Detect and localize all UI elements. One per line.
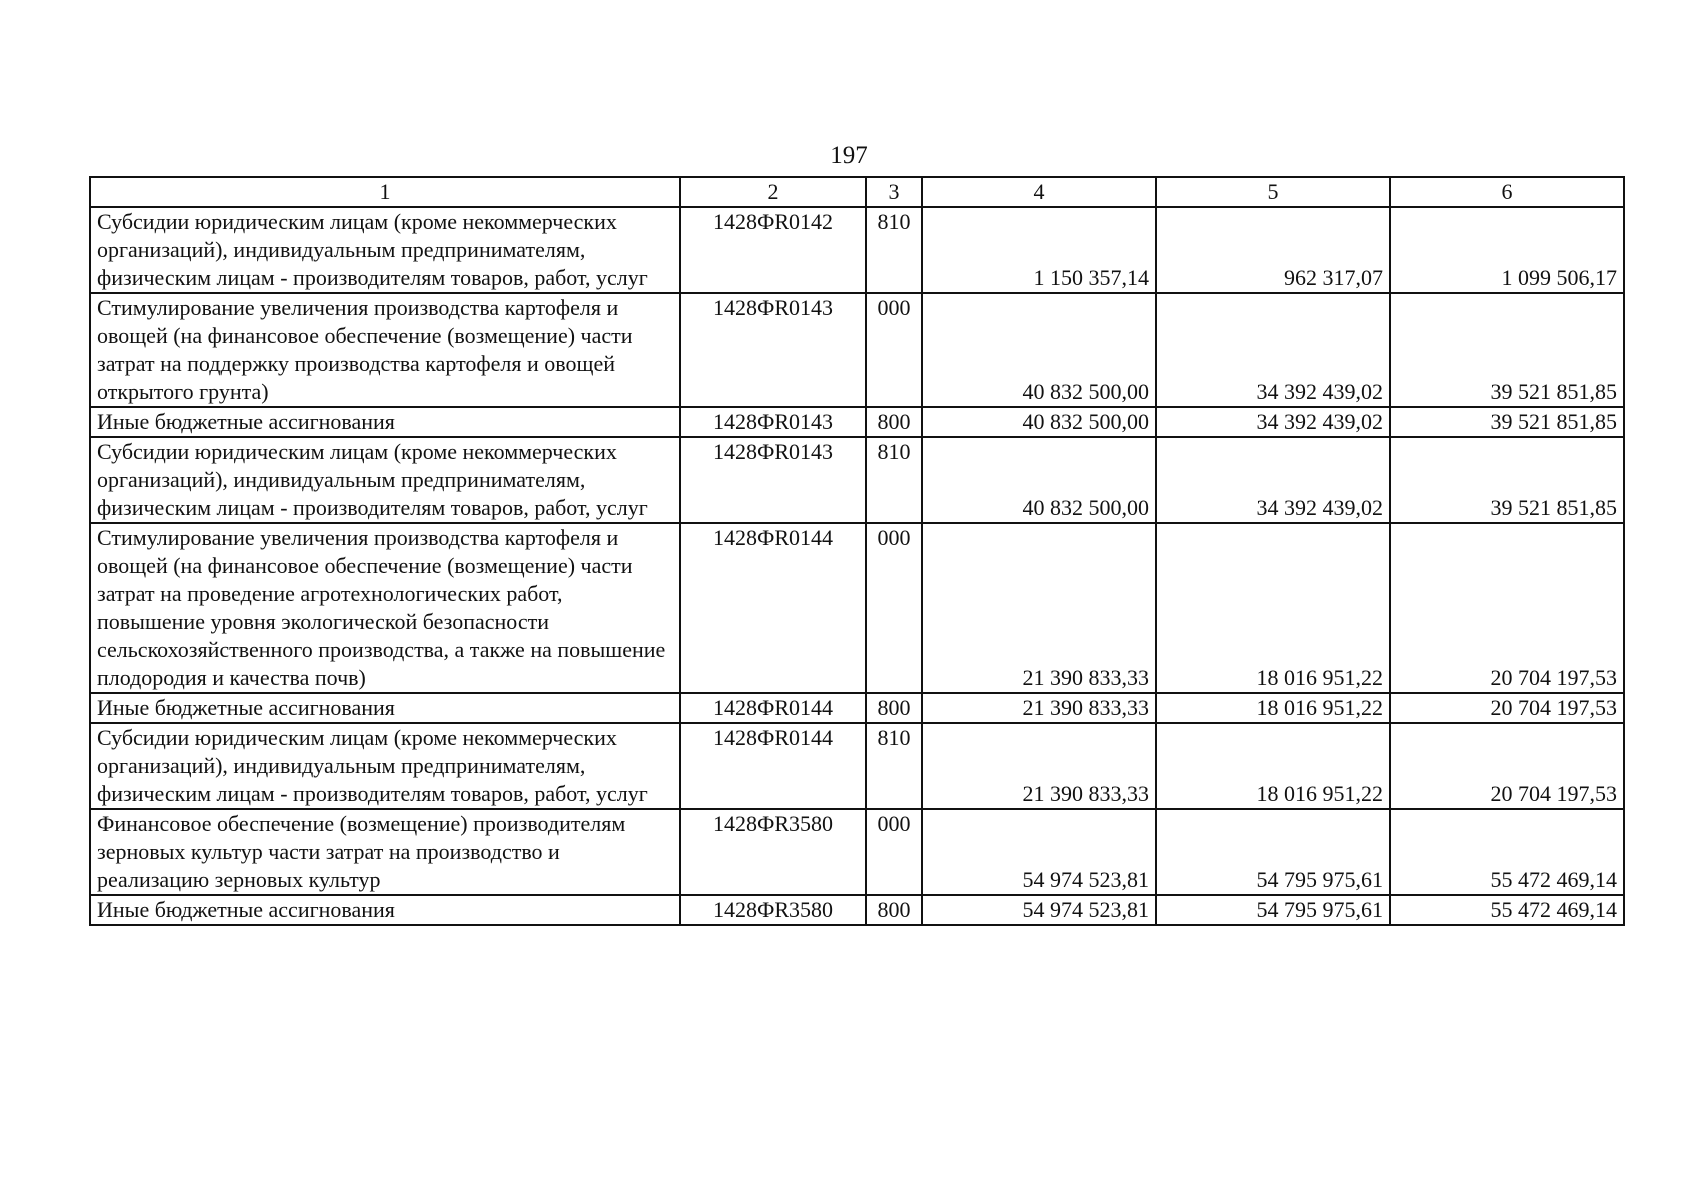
- page-number: 197: [830, 142, 868, 169]
- row-amount-col6: 39 521 851,85: [1390, 407, 1624, 437]
- row-name: Иные бюджетные ассигнования: [90, 895, 680, 925]
- row-amount-col4: 21 390 833,33: [922, 693, 1156, 723]
- row-expense-type: 800: [866, 407, 922, 437]
- row-amount-col4: 1 150 357,14: [922, 207, 1156, 293]
- row-code: 1428ФR0143: [680, 437, 866, 523]
- table-row: [90, 207, 1624, 293]
- row-expense-type: 000: [866, 293, 922, 407]
- row-expense-type: 000: [866, 523, 922, 693]
- table-row: [90, 723, 1624, 809]
- row-code: 1428ФR3580: [680, 809, 866, 895]
- row-code: 1428ФR0144: [680, 723, 866, 809]
- table-row: [90, 693, 1624, 723]
- row-amount-col5: 34 392 439,02: [1156, 437, 1390, 523]
- row-code: 1428ФR0143: [680, 293, 866, 407]
- row-amount-col4: 40 832 500,00: [922, 407, 1156, 437]
- table-row: [90, 293, 1624, 407]
- row-code: 1428ФR0143: [680, 407, 866, 437]
- table-row: [90, 809, 1624, 895]
- row-amount-col6: 39 521 851,85: [1390, 293, 1624, 407]
- row-amount-col4: 40 832 500,00: [922, 437, 1156, 523]
- table-row: [90, 437, 1624, 523]
- row-amount-col5: 34 392 439,02: [1156, 293, 1390, 407]
- row-name: Субсидии юридическим лицам (кроме некоммерческих организаций), индивидуальным предпринимателям, физическим лицам - производителям товаров, работ, услуг: [90, 437, 680, 523]
- row-amount-col6: 20 704 197,53: [1390, 723, 1624, 809]
- row-expense-type: 810: [866, 437, 922, 523]
- row-amount-col5: 54 795 975,61: [1156, 895, 1390, 925]
- row-amount-col5: 18 016 951,22: [1156, 523, 1390, 693]
- row-name: Иные бюджетные ассигнования: [90, 407, 680, 437]
- table-row: [90, 523, 1624, 693]
- column-number: 6: [1390, 177, 1624, 207]
- row-amount-col4: 40 832 500,00: [922, 293, 1156, 407]
- row-code: 1428ФR0142: [680, 207, 866, 293]
- row-name: Стимулирование увеличения производства картофеля и овощей (на финансовое обеспечение (возмещение) части затрат на проведение агротехнологических работ, повышение уровня экологической безопасности сельскохозяйственного производства, а также на повышение плодородия и качества почв): [90, 523, 680, 693]
- row-expense-type: 810: [866, 207, 922, 293]
- row-amount-col6: 39 521 851,85: [1390, 437, 1624, 523]
- row-amount-col4: 21 390 833,33: [922, 723, 1156, 809]
- row-name: Финансовое обеспечение (возмещение) производителям зерновых культур части затрат на производство и реализацию зерновых культур: [90, 809, 680, 895]
- row-name: Субсидии юридическим лицам (кроме некоммерческих организаций), индивидуальным предпринимателям, физическим лицам - производителям товаров, работ, услуг: [90, 723, 680, 809]
- row-amount-col5: 34 392 439,02: [1156, 407, 1390, 437]
- row-code: 1428ФR0144: [680, 693, 866, 723]
- column-number-row: [90, 177, 1624, 207]
- column-number: 1: [90, 177, 680, 207]
- row-name: Субсидии юридическим лицам (кроме некоммерческих организаций), индивидуальным предпринимателям, физическим лицам - производителям товаров, работ, услуг: [90, 207, 680, 293]
- row-amount-col4: 54 974 523,81: [922, 895, 1156, 925]
- row-expense-type: 800: [866, 895, 922, 925]
- row-amount-col5: 18 016 951,22: [1156, 723, 1390, 809]
- row-amount-col6: 55 472 469,14: [1390, 895, 1624, 925]
- row-amount-col5: 962 317,07: [1156, 207, 1390, 293]
- row-expense-type: 000: [866, 809, 922, 895]
- row-amount-col4: 54 974 523,81: [922, 809, 1156, 895]
- row-name: Иные бюджетные ассигнования: [90, 693, 680, 723]
- table-row: [90, 407, 1624, 437]
- row-amount-col6: 55 472 469,14: [1390, 809, 1624, 895]
- row-code: 1428ФR3580: [680, 895, 866, 925]
- column-number: 2: [680, 177, 866, 207]
- column-number: 3: [866, 177, 922, 207]
- row-name: Стимулирование увеличения производства картофеля и овощей (на финансовое обеспечение (возмещение) части затрат на поддержку производства картофеля и овощей открытого грунта): [90, 293, 680, 407]
- row-amount-col6: 20 704 197,53: [1390, 523, 1624, 693]
- table-row: [90, 895, 1624, 925]
- column-number: 4: [922, 177, 1156, 207]
- row-expense-type: 800: [866, 693, 922, 723]
- row-amount-col6: 20 704 197,53: [1390, 693, 1624, 723]
- row-amount-col5: 18 016 951,22: [1156, 693, 1390, 723]
- row-amount-col5: 54 795 975,61: [1156, 809, 1390, 895]
- column-number: 5: [1156, 177, 1390, 207]
- budget-table: [89, 176, 1625, 926]
- row-code: 1428ФR0144: [680, 523, 866, 693]
- row-expense-type: 810: [866, 723, 922, 809]
- row-amount-col6: 1 099 506,17: [1390, 207, 1624, 293]
- row-amount-col4: 21 390 833,33: [922, 523, 1156, 693]
